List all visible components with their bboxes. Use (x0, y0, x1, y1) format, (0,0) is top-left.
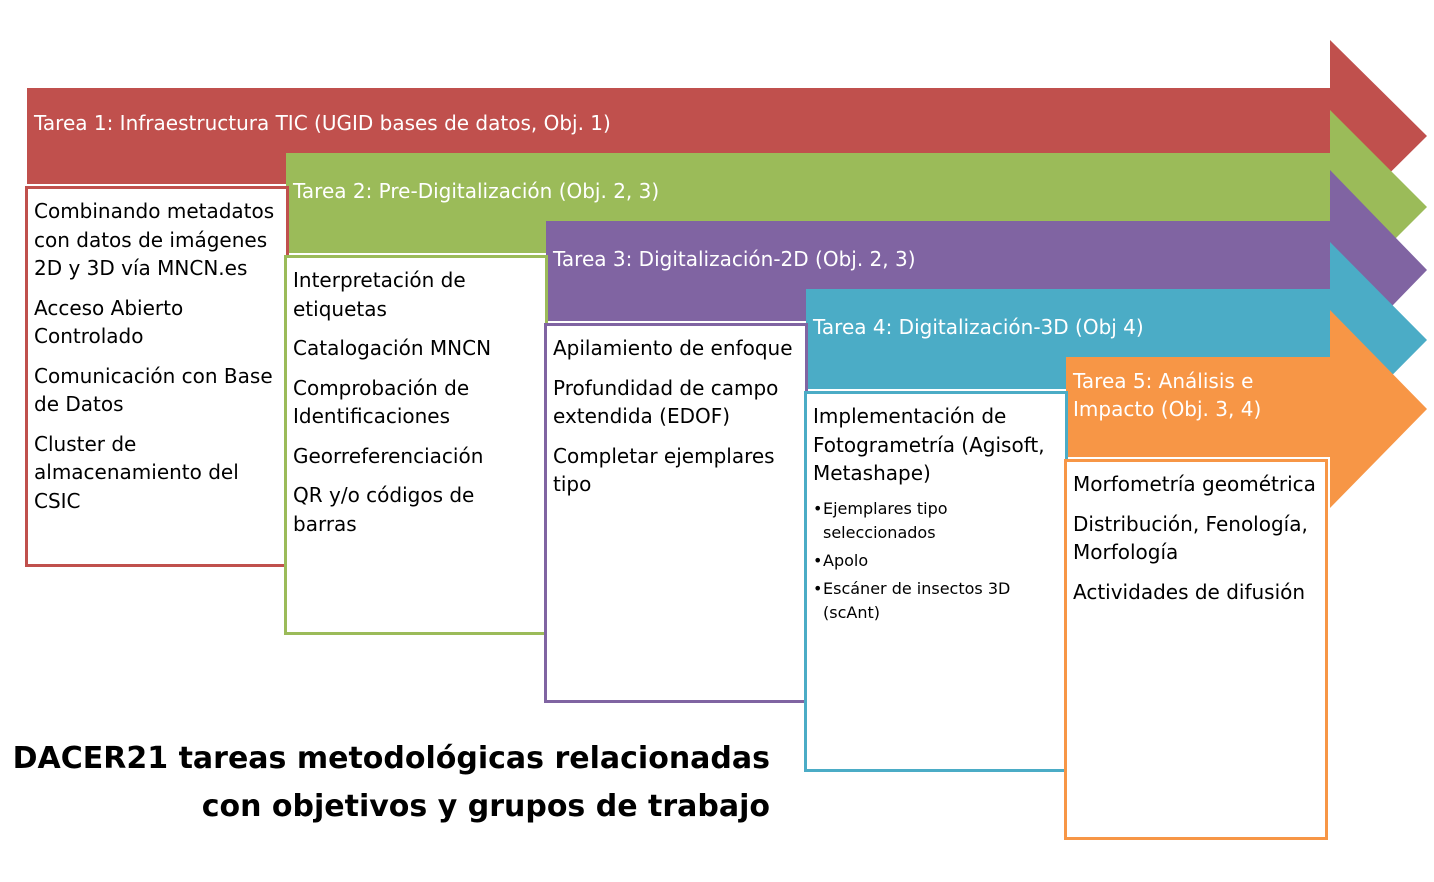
task-4-subitems (813, 497, 1061, 625)
task-1-item: Comunicación con Base de Datos (34, 363, 273, 416)
task-1-items (34, 197, 282, 526)
task-3-items (553, 334, 801, 510)
caption-line-2: con objetivos y grupos de trabajo (201, 789, 770, 824)
task-4-subitem: • Escáner de insectos 3D (scAnt) (813, 577, 1061, 625)
task-1-item: Acceso Abierto Controlado (34, 295, 184, 348)
task-1-item: Combinando metadatos con datos de imágenes 2D y 3D vía MNCN.es (34, 199, 275, 280)
task-3-item: Profundidad de campo extendida (EDOF) (553, 375, 779, 428)
task-5-item: Actividades de difusión (1073, 579, 1306, 604)
task-3-item: Completar ejemplares tipo (553, 443, 775, 496)
task-5-item: Morfometría geométrica (1073, 472, 1316, 496)
task-1-label: Tarea 1: Infraestructura TIC (UGID bases de datos, Obj. 1) (34, 111, 611, 135)
task-5-item: Distribución, Fenología, Morfología (1073, 511, 1308, 564)
task-2-item: Catalogación MNCN (293, 336, 492, 360)
task-3-item: Apilamiento de enfoque (553, 336, 793, 360)
task-4-subitem: • Apolo (813, 549, 1061, 573)
task-3-label: Tarea 3: Digitalización-2D (Obj. 2, 3) (553, 247, 916, 271)
diagram-caption (10, 735, 770, 831)
task-4-subitem: • Ejemplares tipo seleccionados (813, 497, 1061, 545)
task-2-item: Georreferenciación (293, 443, 484, 468)
task-4-item: Implementación de Fotogrametría (Agisoft, Metashape) (813, 404, 1045, 485)
task-1-item: Cluster de almacenamiento del CSIC (34, 431, 239, 513)
task-4-items (813, 402, 1061, 629)
task-2-item: QR y/o códigos de barras (293, 483, 475, 536)
task-2-item: Comprobación de Identificaciones (293, 375, 470, 428)
task-5-label: Tarea 5: Análisis e Impacto (Obj. 3, 4) (1073, 369, 1262, 421)
task-2-item: Interpretación de etiquetas (293, 268, 466, 321)
task-2-items (293, 266, 538, 549)
task-5-items (1073, 470, 1321, 617)
task-2-label: Tarea 2: Pre-Digitalización (Obj. 2, 3) (293, 179, 660, 203)
caption-line-1: DACER21 tareas metodológicas relacionadas (12, 741, 770, 776)
task-4-label: Tarea 4: Digitalización-3D (Obj 4) (813, 315, 1144, 339)
